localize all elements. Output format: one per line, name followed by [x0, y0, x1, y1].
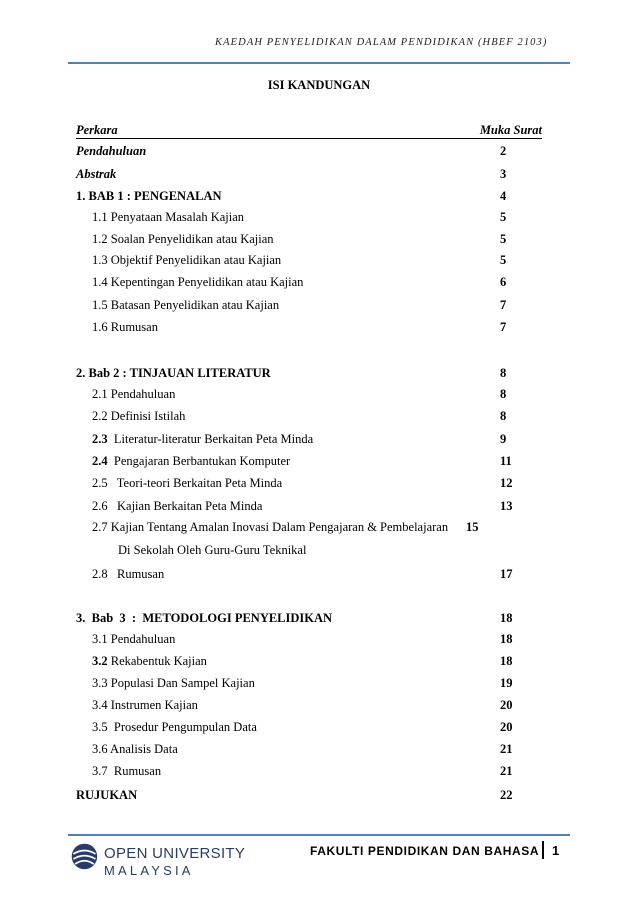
toc-row-page: 20: [500, 720, 513, 734]
toc-row-page: 6: [500, 275, 507, 289]
toc-row-page: 4: [500, 189, 507, 203]
toc-row-label: Abstrak: [76, 167, 117, 181]
toc-row-label: 2.8 Rumusan: [92, 567, 165, 581]
toc-row-label: 1.4 Kepentingan Penyelidikan atau Kajian: [92, 275, 304, 289]
toc-row: [0, 696, 638, 714]
toc-row-label: 3.3 Populasi Dan Sampel Kajian: [92, 676, 255, 690]
toc-row-label-group: [92, 652, 207, 670]
toc-row-number: 2.4: [92, 454, 108, 468]
header-divider: [68, 62, 570, 64]
oum-globe-icon: [70, 842, 104, 876]
toc-row: [0, 407, 638, 425]
toc-row: [0, 251, 638, 269]
toc-row-page: 19: [500, 676, 513, 690]
toc-row-page: 13: [500, 499, 513, 513]
toc-row-page: 2: [500, 144, 507, 158]
toc-row: [0, 518, 638, 536]
toc-row: [0, 142, 638, 160]
toc-row: [0, 364, 638, 382]
toc-row: [0, 296, 638, 314]
toc-row-page: 22: [500, 788, 513, 802]
toc-row-page: 5: [500, 210, 507, 224]
toc-row: [0, 385, 638, 403]
toc-row: [0, 674, 638, 692]
toc-row-number: 2.3: [92, 432, 108, 446]
toc-row: [0, 762, 638, 780]
toc-column-header: [0, 122, 638, 140]
toc-row-page: 8: [500, 366, 507, 380]
toc-row-page: 18: [500, 611, 513, 625]
toc-row-page: 21: [500, 742, 513, 756]
toc-row-label-group: [92, 430, 313, 448]
toc-row-label: RUJUKAN: [76, 788, 138, 802]
toc-row-label: 2.7 Kajian Tentang Amalan Inovasi Dalam Pengajaran & Pembelajaran: [92, 520, 449, 534]
toc-row: [0, 165, 638, 183]
toc-title: ISI KANDUNGAN: [267, 78, 371, 92]
toc-row: [0, 474, 638, 492]
toc-row: [0, 609, 638, 627]
toc-row-label: 2.2 Definisi Istilah: [92, 409, 186, 423]
toc-row-label: 1.2 Soalan Penyelidikan atau Kajian: [92, 232, 274, 246]
toc-row-page: 7: [500, 320, 507, 334]
toc-row: [0, 430, 638, 448]
toc-row: [0, 786, 638, 804]
toc-row-label: Rekabentuk Kajian: [107, 654, 207, 668]
toc-row-page: 17: [500, 567, 513, 581]
toc-row-label: Pendahuluan: [76, 144, 147, 158]
toc-row-label: Di Sekolah Oleh Guru-Guru Teknikal: [118, 543, 307, 557]
toc-row: [0, 718, 638, 736]
toc-row-label-group: [92, 452, 290, 470]
toc-row: [0, 541, 638, 559]
toc-row-label: Literatur-literatur Berkaitan Peta Minda: [107, 432, 314, 446]
toc-row-label: 3.1 Pendahuluan: [92, 632, 176, 646]
toc-row-page: 8: [500, 387, 507, 401]
toc-row-page: 15: [466, 520, 479, 534]
toc-row-page: 12: [500, 476, 513, 490]
logo-line-1: OPEN UNIVERSITY: [104, 845, 246, 862]
toc-row-page: 8: [500, 409, 507, 423]
document-header-title: KAEDAH PENYELIDIKAN DALAM PENDIDIKAN (HBEF 2103): [215, 37, 548, 48]
toc-row-label: 1. BAB 1 : PENGENALAN: [76, 189, 222, 203]
toc-row-label: 2.5 Teori-teori Berkaitan Peta Minda: [92, 476, 283, 490]
toc-row-page: 9: [500, 432, 507, 446]
toc-row-number: 3.2: [92, 654, 108, 668]
toc-row-label: 2.1 Pendahuluan: [92, 387, 176, 401]
toc-row: [0, 652, 638, 670]
toc-row-label: 2.6 Kajian Berkaitan Peta Minda: [92, 499, 263, 513]
toc-row-page: 11: [500, 454, 512, 468]
footer-divider: [68, 834, 570, 836]
toc-row-page: 5: [500, 253, 507, 267]
toc-row-label: 1.5 Batasan Penyelidikan atau Kajian: [92, 298, 280, 312]
toc-row-page: 5: [500, 232, 507, 246]
toc-row: [0, 452, 638, 470]
toc-row: [0, 497, 638, 515]
toc-row-page: 20: [500, 698, 513, 712]
toc-row-label: 3.4 Instrumen Kajian: [92, 698, 198, 712]
footer-faculty: FAKULTI PENDIDIKAN DAN BAHASA: [310, 844, 540, 858]
toc-row-label: 3.6 Analisis Data: [92, 742, 178, 756]
column-page-label: Muka Surat: [462, 122, 542, 139]
page-number: 1: [552, 843, 560, 858]
toc-row-page: 18: [500, 632, 513, 646]
toc-row: [0, 740, 638, 758]
toc-row: [0, 187, 638, 205]
toc-row-label: 1.6 Rumusan: [92, 320, 158, 334]
toc-row-page: 3: [500, 167, 507, 181]
column-item-label: Perkara: [76, 122, 528, 139]
toc-row: [0, 630, 638, 648]
toc-row-page: 18: [500, 654, 513, 668]
toc-row: [0, 208, 638, 226]
footer-separator: [542, 841, 544, 859]
toc-row-label: 3. Bab 3 : METODOLOGI PENYELIDIKAN: [76, 611, 333, 625]
toc-row: [0, 318, 638, 336]
toc-row-label: 2. Bab 2 : TINJAUAN LITERATUR: [76, 366, 271, 380]
logo-line-2: MALAYSIA: [104, 863, 194, 878]
toc-row-label: 3.7 Rumusan: [92, 764, 162, 778]
toc-row-label: 1.3 Objektif Penyelidikan atau Kajian: [92, 253, 282, 267]
toc-row: [0, 273, 638, 291]
toc-row-label: Pengajaran Berbantukan Komputer: [107, 454, 291, 468]
toc-row-page: 7: [500, 298, 507, 312]
toc-row-label: 1.1 Penyataan Masalah Kajian: [92, 210, 245, 224]
toc-row: [0, 230, 638, 248]
toc-row: [0, 565, 638, 583]
toc-row-page: 21: [500, 764, 513, 778]
toc-row-label: 3.5 Prosedur Pengumpulan Data: [92, 720, 257, 734]
